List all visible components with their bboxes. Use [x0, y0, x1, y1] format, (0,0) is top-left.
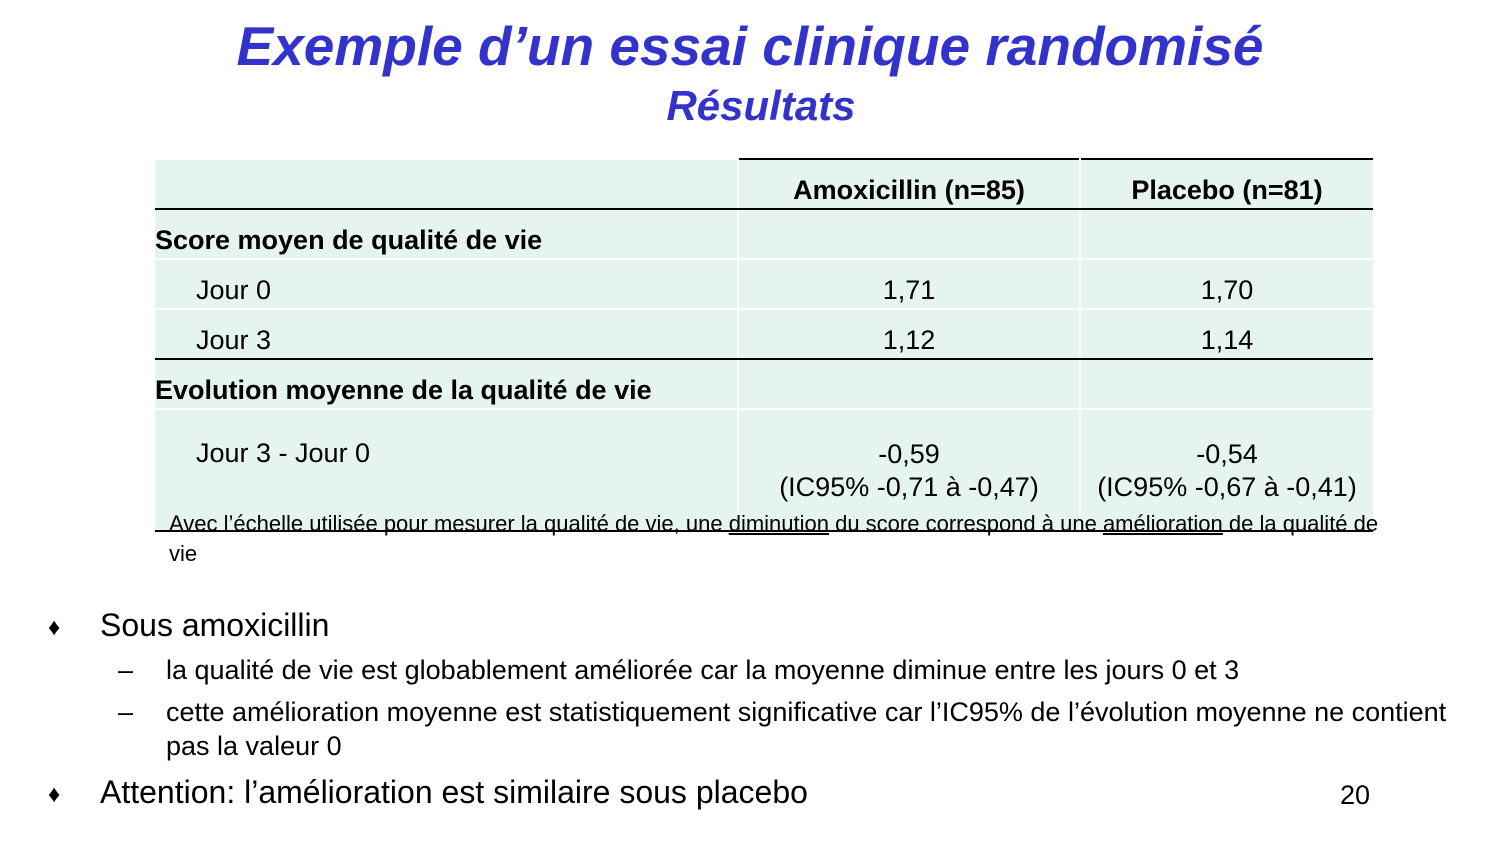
- row-label: Jour 3: [155, 309, 738, 359]
- table-note: [169, 509, 1379, 569]
- amox-ci: (IC95% -0,71 à -0,47): [779, 472, 1039, 502]
- header-amoxicillin: Amoxicillin (n=85): [738, 159, 1080, 209]
- page-number: 20: [1340, 780, 1371, 810]
- amox-value: -0,59: [878, 439, 940, 469]
- table-row: [155, 259, 1373, 309]
- note-text: de la qualité de vie: [169, 511, 1379, 566]
- row-label: Evolution moyenne de la qualité de vie: [155, 359, 738, 409]
- slide-subtitle: Résultats: [666, 82, 856, 129]
- table-row: [155, 209, 1373, 259]
- table-row: [155, 359, 1373, 409]
- bullet-text: Sous amoxicillin: [100, 607, 330, 643]
- dash-bullet-icon: –: [118, 655, 134, 685]
- table-row: [155, 309, 1373, 359]
- sub-bullet-text: la qualité de vie est globablement améliorée car la moyenne diminue entre les jours 0 et 3: [166, 655, 1240, 685]
- header-placebo: Placebo (n=81): [1080, 159, 1373, 209]
- results-table: [155, 158, 1373, 532]
- diamond-bullet-icon: ♦: [48, 614, 61, 641]
- cell-placebo: 1,14: [1080, 309, 1373, 359]
- dash-bullet-icon: –: [118, 697, 134, 727]
- placebo-value: -0,54: [1196, 439, 1258, 469]
- cell-amox: 1,12: [738, 309, 1080, 359]
- note-underlined: amélioration: [1102, 511, 1223, 536]
- row-label: Jour 0: [155, 259, 738, 309]
- note-text: du score correspond à une: [828, 511, 1103, 536]
- note-text: Avec l’échelle utilisée pour mesurer la qualité de vie, une: [169, 511, 729, 536]
- cell-amox: 1,71: [738, 259, 1080, 309]
- cell-placebo: 1,70: [1080, 259, 1373, 309]
- header-empty: [155, 159, 738, 209]
- sub-bullet-text: cette amélioration moyenne est statistiquement significative car l’IC95% de l’évolution moyenne ne contient pas la valeur 0: [166, 697, 1447, 761]
- placebo-ci: (IC95% -0,67 à -0,41): [1097, 472, 1357, 502]
- bullet-text: Attention: l’amélioration est similaire sous placebo: [100, 774, 808, 810]
- diamond-bullet-icon: ♦: [48, 781, 61, 808]
- slide-title: Exemple d’un essai clinique randomisé: [236, 15, 1264, 77]
- row-label: Jour 3 - Jour 0: [155, 409, 738, 531]
- note-underlined: diminution: [728, 511, 829, 536]
- row-label: Score moyen de qualité de vie: [155, 209, 738, 259]
- table-header-row: [155, 159, 1373, 209]
